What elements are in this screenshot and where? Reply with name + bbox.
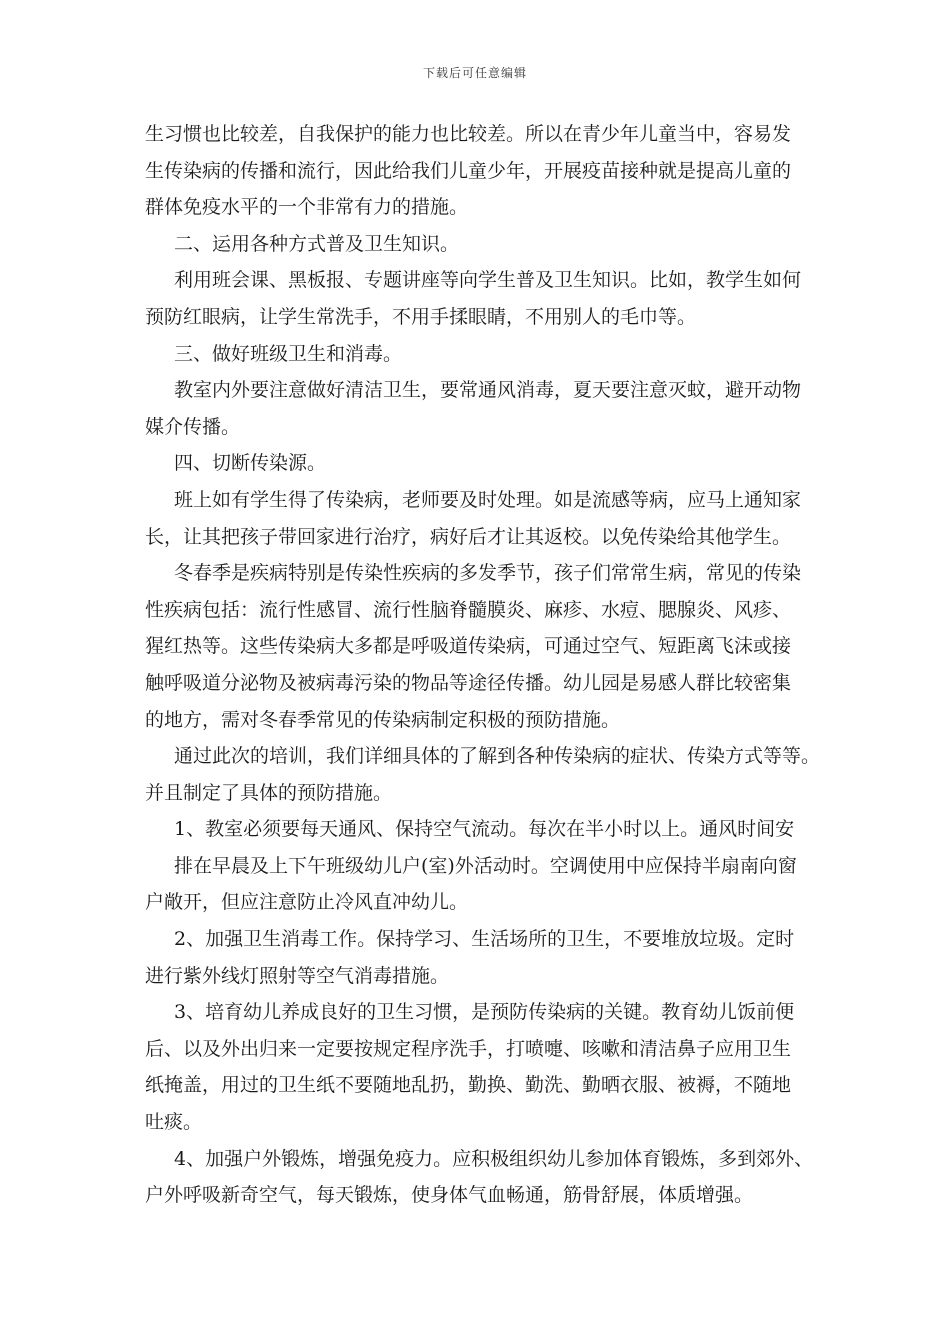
text-line: 预防红眼病，让学生常洗手，不用手揉眼睛，不用别人的毛巾等。 xyxy=(145,305,697,328)
text-line: 班上如有学生得了传染病，老师要及时处理。如是流感等病，应马上通知家 xyxy=(174,488,802,511)
text-line: 纸掩盖，用过的卫生纸不要随地乱扔，勤换、勤洗、勤晒衣服、被褥，不随地 xyxy=(145,1074,792,1097)
document-body xyxy=(145,116,835,1214)
text-line: 猩红热等。这些传染病大多都是呼吸道传染病，可通过空气、短距离飞沫或接 xyxy=(145,635,792,658)
text-line: 生习惯也比较差，自我保护的能力也比较差。所以在青少年儿童当中，容易发 xyxy=(145,123,792,145)
text-line: 后、以及外出归来一定要按规定程序洗手，打喷嚏、咳嗽和清洁鼻子应用卫生 xyxy=(145,1037,792,1060)
text-line: 4、加强户外锻炼，增强免疫力。应积极组织幼儿参加体育锻炼，多到郊外、 xyxy=(174,1147,814,1170)
text-line: 二、运用各种方式普及卫生知识。 xyxy=(174,232,460,255)
text-line: 教室内外要注意做好清洁卫生，要常通风消毒，夏天要注意灭蚊，避开动物 xyxy=(174,379,802,402)
text-line: 排在早晨及上下午班级幼儿户(室)外活动时。空调使用中应保持半扇南向窗 xyxy=(174,854,797,877)
text-line: 触呼吸道分泌物及被病毒污染的物品等途径传播。幼儿园是易感人群比较密集 xyxy=(145,671,792,694)
text-line: 并且制定了具体的预防措施。 xyxy=(145,781,393,804)
text-line: 进行紫外线灯照射等空气消毒措施。 xyxy=(145,964,450,987)
text-line: 1、教室必须要每天通风、保持空气流动。每次在半小时以上。通风时间安 xyxy=(174,818,795,841)
text-line: 的地方，需对冬春季常见的传染病制定积极的预防措施。 xyxy=(145,708,621,731)
text-line: 媒介传播。 xyxy=(145,415,241,438)
text-line: 利用班会课、黑板报、专题讲座等向学生普及卫生知识。比如，教学生如何 xyxy=(174,269,802,292)
text-line: 3、培育幼儿养成良好的卫生习惯，是预防传染病的关键。教育幼儿饭前便 xyxy=(174,1001,795,1024)
text-line: 户外呼吸新奇空气，每天锻炼，使身体气血畅通，筋骨舒展，体质增强。 xyxy=(145,1184,754,1207)
text-line: 2、加强卫生消毒工作。保持学习、生活场所的卫生，不要堆放垃圾。定时 xyxy=(174,928,795,951)
text-line: 群体免疫水平的一个非常有力的措施。 xyxy=(145,196,469,219)
text-line: 三、做好班级卫生和消毒。 xyxy=(174,342,403,365)
text-line: 长，让其把孩子带回家进行治疗，病好后才让其返校。以免传染给其他学生。 xyxy=(145,525,792,548)
text-line: 通过此次的培训，我们详细具体的了解到各种传染病的症状、传染方式等等。 xyxy=(174,745,821,768)
page-header: 下载后可任意编辑 xyxy=(422,66,527,80)
text-line: 性疾病包括：流行性感冒、流行性脑脊髓膜炎、麻疹、水痘、腮腺炎、风疹、 xyxy=(145,598,792,621)
text-line: 四、切断传染源。 xyxy=(174,452,327,475)
text-line: 吐痰。 xyxy=(145,1111,203,1134)
text-line: 户敞开，但应注意防止冷风直冲幼儿。 xyxy=(145,891,469,914)
text-line: 冬春季是疾病特别是传染性疾病的多发季节，孩子们常常生病，常见的传染 xyxy=(174,562,802,585)
text-line: 生传染病的传播和流行，因此给我们儿童少年，开展疫苗接种就是提高儿童的 xyxy=(145,159,792,182)
